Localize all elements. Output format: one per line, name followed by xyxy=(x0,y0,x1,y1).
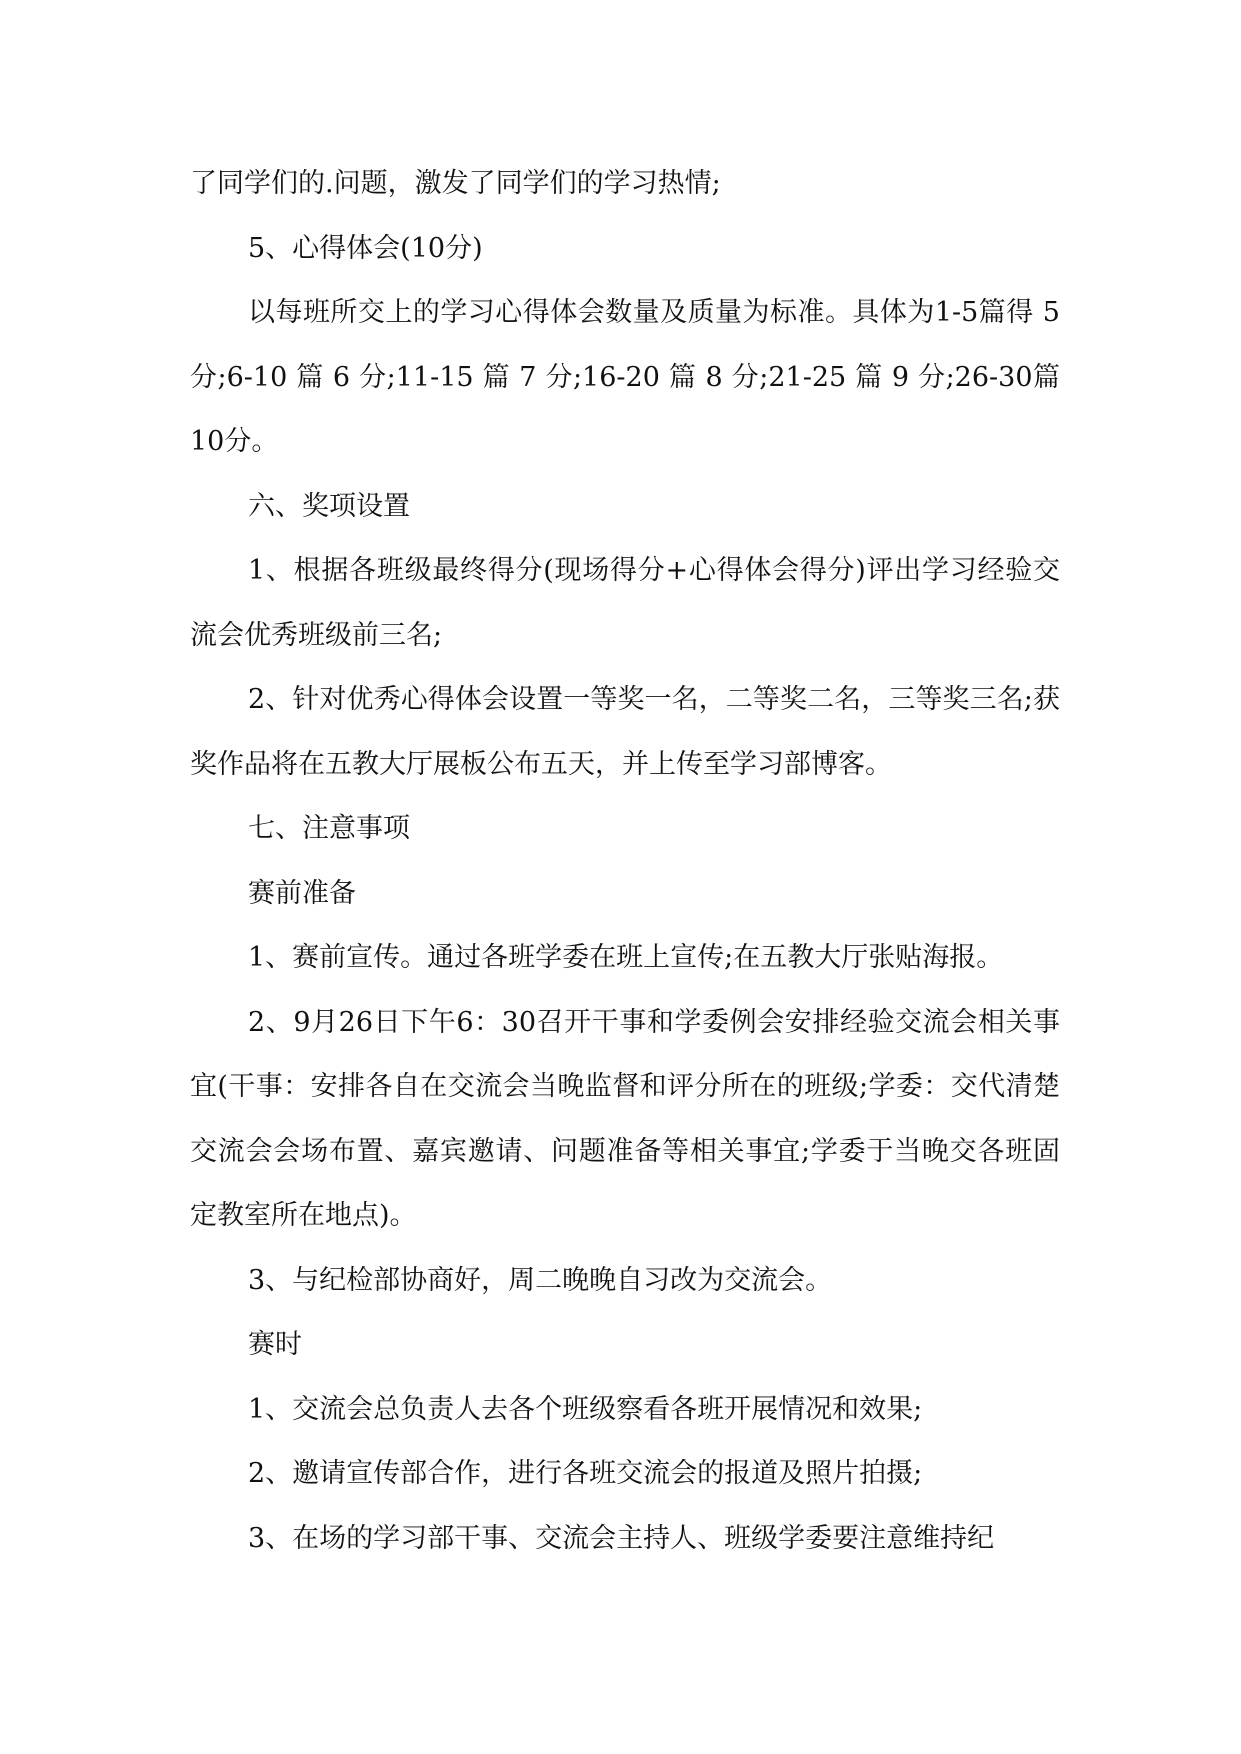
document-body xyxy=(190,152,1060,1571)
paragraph: 3、在场的学习部干事、交流会主持人、班级学委要注意维持纪 xyxy=(248,1522,995,1554)
subsection-heading: 赛前准备 xyxy=(248,877,356,909)
paragraph: 3、与纪检部协商好，周二晚晚自习改为交流会。 xyxy=(248,1264,833,1296)
section-item-heading: 5、心得体会(10分) xyxy=(248,232,483,264)
paragraph-continuation: 了同学们的.问题，激发了同学们的学习热情; xyxy=(190,168,721,199)
subsection-heading: 赛时 xyxy=(248,1329,302,1360)
paragraph: 1、交流会总负责人去各个班级察看各班开展情况和效果; xyxy=(248,1393,923,1425)
paragraph: 1、根据各班级最终得分(现场得分+心得体会得分)评出学习经验交流会优秀班级前三名; xyxy=(190,555,1060,651)
paragraph: 以每班所交上的学习心得体会数量及质量为标准。具体为1-5篇得 5 分;6-10 篇 6 分;11-15 篇 7 分;16-20 篇 8 分;21-25 篇 9 分;26-30篇10分。 xyxy=(190,297,1060,457)
paragraph: 2、邀请宣传部合作，进行各班交流会的报道及照片拍摄; xyxy=(248,1458,923,1489)
paragraph: 2、针对优秀心得体会设置一等奖一名，二等奖二名，三等奖三名;获奖作品将在五教大厅展板公布五天，并上传至学习部博客。 xyxy=(190,684,1060,780)
section-heading: 七、注意事项 xyxy=(248,813,410,844)
paragraph: 2、9月26日下午6：30召开干事和学委例会安排经验交流会相关事宜(干事：安排各自在交流会当晚监督和评分所在的班级;学委：交代清楚交流会会场布置、嘉宾邀请、问题准备等相关事宜;学委于当晚交各班固定教室所在地点)。 xyxy=(190,1006,1060,1231)
paragraph: 1、赛前宣传。通过各班学委在班上宣传;在五教大厅张贴海报。 xyxy=(248,942,1004,973)
section-heading: 六、奖项设置 xyxy=(248,490,410,522)
